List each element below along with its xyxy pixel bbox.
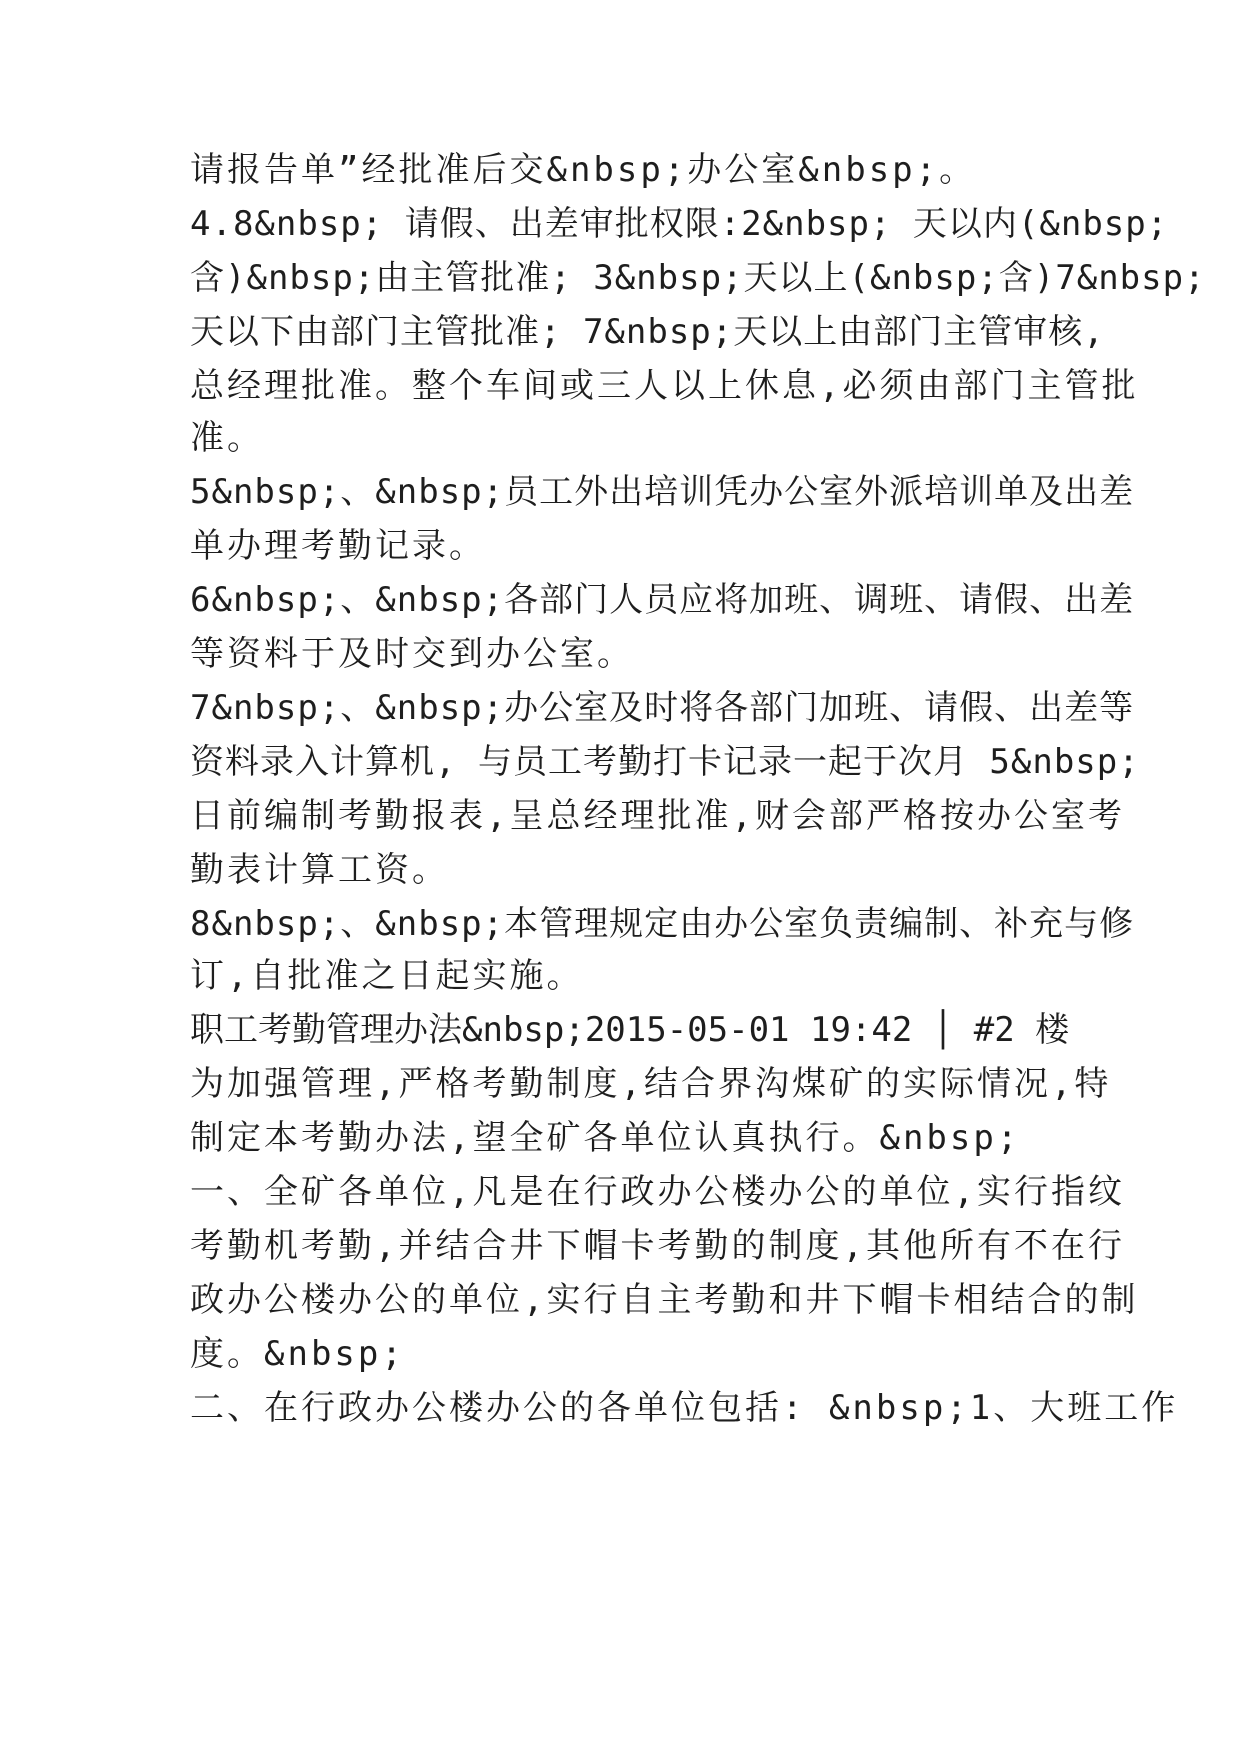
text-line: 7&nbsp;、&nbsp;办公室及时将各部门加班、请假、出差等 [190, 688, 1135, 728]
text-line: 勤表计算工资。 [190, 850, 449, 890]
text-line: 制定本考勤办法,望全矿各单位认真执行。&nbsp; [190, 1118, 1021, 1158]
text-line: 为加强管理,严格考勤制度,结合界沟煤矿的实际情况,特 [190, 1064, 1112, 1104]
text-line: 总经理批准。整个车间或三人以上休息,必须由部门主管批 [190, 366, 1139, 406]
text-line: 等资料于及时交到办公室。 [190, 634, 634, 674]
post-header-line: 职工考勤管理办法&nbsp;2015-05-01 19:42 │ #2 楼 [190, 1010, 1070, 1050]
text-line: 考勤机考勤,并结合井下帽卡考勤的制度,其他所有不在行 [190, 1226, 1125, 1266]
text-line: 天以下由部门主管批准; 7&nbsp;天以上由部门主管审核, [190, 312, 1105, 352]
text-line: 准。 [190, 418, 264, 458]
text-line: 单办理考勤记录。 [190, 526, 486, 566]
text-line: 5&nbsp;、&nbsp;员工外出培训凭办公室外派培训单及出差 [190, 472, 1135, 512]
text-line: 度。&nbsp; [190, 1334, 405, 1374]
text-line: 6&nbsp;、&nbsp;各部门人员应将加班、调班、请假、出差 [190, 580, 1135, 620]
text-line: 二、在行政办公楼办公的各单位包括: &nbsp;1、大班工作 [190, 1388, 1179, 1428]
text-line: 一、全矿各单位,凡是在行政办公楼办公的单位,实行指纹 [190, 1172, 1125, 1212]
text-line: 资料录入计算机, 与员工考勤打卡记录一起于次月 5&nbsp; [190, 742, 1140, 782]
text-line: 8&nbsp;、&nbsp;本管理规定由办公室负责编制、补充与修 [190, 904, 1135, 944]
text-line: 请报告单”经批准后交&nbsp;办公室&nbsp;。 [190, 150, 977, 190]
text-line: 4.8&nbsp; 请假、出差审批权限:2&nbsp; 天以内(&nbsp; [190, 204, 1169, 244]
text-line: 含)&nbsp;由主管批准; 3&nbsp;天以上(&nbsp;含)7&nbsp; [190, 258, 1206, 298]
text-line: 日前编制考勤报表,呈总经理批准,财会部严格按办公室考 [190, 796, 1125, 836]
text-line: 订,自批准之日起实施。 [190, 956, 584, 996]
text-line: 政办公楼办公的单位,实行自主考勤和井下帽卡相结合的制 [190, 1280, 1139, 1320]
